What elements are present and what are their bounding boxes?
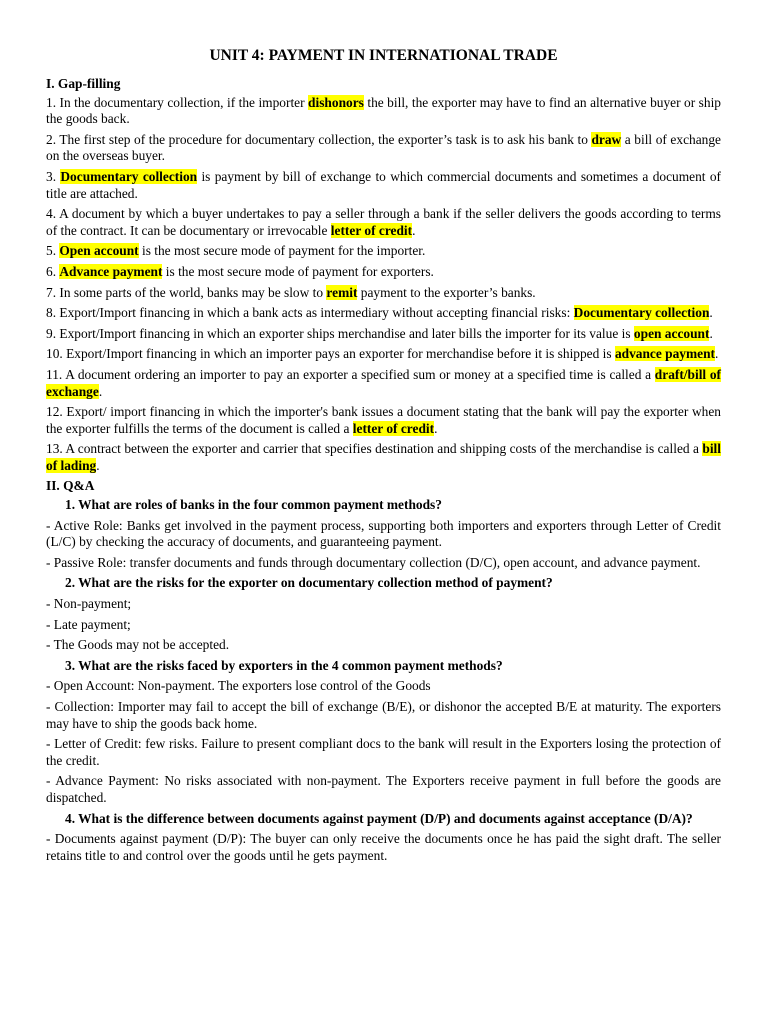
item-text: 12. Export/ import financing in which the importer's bank issues a document stating that the bank will pay the exporter when the exporter fulfills the terms of the document is called a — [46, 404, 721, 436]
gap-filling-item — [46, 206, 721, 239]
answer-text: - Open Account: Non-payment. The exporters lose control of the Goods — [46, 678, 431, 694]
gap-filling-item — [46, 441, 721, 474]
answer-text: - The Goods may not be accepted. — [46, 637, 230, 653]
answer-text: - Active Role: Banks get involved in the payment process, supporting both importers and exporters through Letter of Credit (L/C) by checking the accuracy of documents, and guaranteeing payment. — [46, 517, 721, 550]
answer-highlight: Documentary collection — [60, 168, 198, 184]
answer-highlight: Open account — [59, 243, 139, 259]
item-text: . — [96, 457, 100, 473]
item-text: . — [98, 383, 103, 399]
question-heading: 4. What is the difference between documents against payment (D/P) and documents against acceptance (D/A)? — [65, 810, 693, 826]
item-text: 9. Export/Import financing in which an exporter ships merchandise and later bills the importer for its value is — [46, 325, 634, 341]
item-text: 2. The first step of the procedure for documentary collection, the exporter’s task is to ask his bank to — [46, 131, 592, 147]
item-text: . — [709, 325, 713, 341]
gap-filling-item — [46, 346, 721, 363]
gap-filling-item — [46, 367, 721, 400]
answer-text: - Late payment; — [46, 616, 131, 632]
item-text: . — [709, 305, 713, 321]
item-text: payment to the exporter’s banks. — [357, 284, 536, 300]
question-heading: 3. What are the risks faced by exporters in the 4 common payment methods? — [65, 657, 503, 673]
section-heading-qa: II. Q&A — [46, 478, 95, 494]
answer-highlight: draw — [591, 131, 622, 147]
item-text: 8. Export/Import financing in which a bank acts as intermediary without accepting financial risks: — [46, 305, 574, 321]
answer-text: - Documents against payment (D/P): The buyer can only receive the documents once he has paid the sight draft. The seller retains title to and control over the goods until he gets payment. — [46, 831, 721, 863]
answer-text: - Letter of Credit: few risks. Failure to present compliant docs to the bank will result in the Exporters losing the protection of the credit. — [46, 736, 721, 768]
qa-list — [46, 497, 721, 864]
gap-filling-item — [46, 132, 721, 165]
gap-filling-list — [46, 95, 721, 475]
gap-filling-item — [46, 169, 721, 202]
answer-highlight: letter of credit — [352, 420, 435, 436]
item-text: 3. — [46, 168, 61, 184]
item-text: 6. — [46, 263, 60, 279]
answer-text: - Advance Payment: No risks associated with non-payment. The Exporters receive payment in full before the goods are dispatched. — [46, 773, 721, 805]
item-text: . — [715, 346, 719, 362]
item-text: is the most secure mode of payment for exporters. — [162, 263, 434, 279]
item-text: 5. — [46, 243, 60, 259]
answer-highlight: Documentary collection — [573, 305, 710, 321]
item-text: is payment by bill of exchange to which commercial documents and sometimes a document of title are attached. — [46, 168, 721, 201]
item-text: 10. Export/Import financing in which an importer pays an exporter for merchandise before it is shipped is — [46, 346, 615, 362]
answer-highlight: draft/bill of exchange — [46, 366, 721, 399]
item-text: 7. In some parts of the world, banks may be slow to — [46, 284, 327, 300]
item-text: . — [434, 420, 438, 436]
answer-highlight: remit — [326, 284, 358, 300]
gap-filling-item — [46, 305, 721, 322]
question-heading: 1. What are roles of banks in the four common payment methods? — [65, 497, 442, 513]
section-heading-gap-filling: I. Gap-filling — [46, 76, 121, 91]
gap-filling-item — [46, 285, 721, 302]
item-text: the bill, the exporter may have to find an alternative buyer or ship the goods back. — [46, 94, 721, 127]
item-text: 13. A contract between the exporter and carrier that specifies destination and shipping costs of the merchandise is called a — [46, 441, 703, 457]
gap-filling-item — [46, 264, 721, 281]
answer-text: - Passive Role: transfer documents and funds through documentary collection (D/C), open account, and advance payment. — [46, 554, 701, 570]
item-text: . — [412, 222, 416, 238]
answer-highlight: bill of lading — [46, 441, 721, 473]
question-heading: 2. What are the risks for the exporter on documentary collection method of payment? — [65, 575, 553, 591]
gap-filling-item — [46, 95, 721, 128]
answer-highlight: Advance payment — [59, 263, 163, 279]
answer-highlight: letter of credit — [330, 222, 413, 238]
gap-filling-item — [46, 404, 721, 437]
gap-filling-item — [46, 326, 721, 343]
answer-highlight: open account — [633, 325, 710, 341]
page-title: UNIT 4: PAYMENT IN INTERNATIONAL TRADE — [209, 47, 558, 64]
answer-highlight: advance payment — [614, 346, 716, 362]
item-text: a bill of exchange on the overseas buyer. — [46, 131, 721, 164]
item-text: 4. A document by which a buyer undertakes to pay a seller through a bank if the seller delivers the goods according to terms of the contract. It can be documentary or irrevocable — [46, 206, 721, 238]
answer-text: - Non-payment; — [46, 596, 132, 612]
item-text: is the most secure mode of payment for the importer. — [138, 243, 426, 259]
item-text: 1. In the documentary collection, if the importer — [46, 94, 309, 110]
answer-highlight: dishonors — [308, 94, 364, 110]
gap-filling-item — [46, 243, 721, 260]
answer-text: - Collection: Importer may fail to accept the bill of exchange (B/E), or dishonor the accepted B/E at maturity. The exporters may have to ship the goods back home. — [46, 699, 721, 731]
item-text: 11. A document ordering an importer to pay an exporter a specified sum or money at a specified time is called a — [46, 366, 655, 382]
